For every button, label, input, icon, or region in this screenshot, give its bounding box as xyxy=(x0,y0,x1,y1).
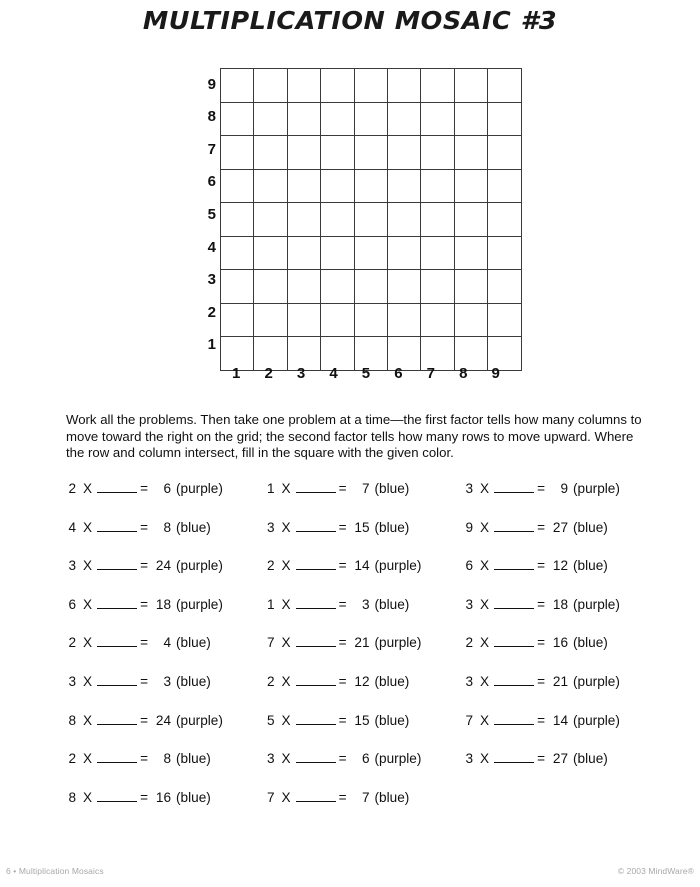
answer-blank[interactable] xyxy=(494,481,534,493)
grid-cell[interactable] xyxy=(321,303,354,337)
problem xyxy=(66,673,211,691)
problem xyxy=(66,789,211,807)
grid-cell[interactable] xyxy=(488,169,521,203)
problem xyxy=(463,557,608,575)
problem-product: 21 xyxy=(552,673,569,689)
answer-blank[interactable] xyxy=(494,635,534,647)
grid-column-label: 7 xyxy=(426,365,436,382)
grid-cell[interactable] xyxy=(254,136,287,170)
problem-color: (blue) xyxy=(374,673,410,689)
answer-blank[interactable] xyxy=(97,713,137,725)
problem-product: 21 xyxy=(354,635,370,651)
problem-color: (purple) xyxy=(176,596,223,612)
problem-color: (purple) xyxy=(176,481,223,496)
problem-row xyxy=(66,712,666,751)
grid-cell[interactable] xyxy=(421,303,454,337)
grid-cell[interactable] xyxy=(354,169,387,203)
times-symbol: X xyxy=(83,789,93,805)
problem-product: 8 xyxy=(163,751,172,767)
grid-cell[interactable] xyxy=(421,270,454,304)
problem-color: (purple) xyxy=(573,481,620,496)
instructions-text: Work all the problems. Then take one problem at a time—the first factor tells how many columns to move toward the right on the grid; the second factor tells how many rows to move upward. Where the row and column intersect, fill in the square with the given color. xyxy=(66,412,642,461)
grid-cell[interactable] xyxy=(488,136,521,170)
problem-factor: 3 xyxy=(465,481,473,496)
answer-blank[interactable] xyxy=(97,790,137,802)
grid-cell[interactable] xyxy=(254,236,287,270)
problem xyxy=(463,480,620,498)
answer-blank[interactable] xyxy=(494,713,534,725)
problem-product: 15 xyxy=(354,712,370,728)
times-symbol: X xyxy=(83,751,93,767)
problem xyxy=(66,634,211,652)
grid-column-label: 9 xyxy=(491,365,500,382)
grid-cell[interactable] xyxy=(454,69,487,103)
problem-product: 24 xyxy=(155,712,172,728)
grid-cell[interactable] xyxy=(488,303,521,337)
equals-symbol: = xyxy=(140,558,149,574)
problem-color: (purple) xyxy=(573,712,620,728)
answer-blank[interactable] xyxy=(494,751,534,763)
problem-color: (blue) xyxy=(176,789,211,805)
equals-symbol: = xyxy=(537,673,546,689)
problem-factor: 2 xyxy=(68,635,76,651)
problem-product: 18 xyxy=(552,596,569,612)
grid-row-label: 9 xyxy=(207,75,216,93)
grid-cell[interactable] xyxy=(387,303,420,337)
problem-row xyxy=(66,519,666,558)
equals-symbol: = xyxy=(338,596,347,612)
equals-symbol: = xyxy=(537,481,546,496)
problem-product: 6 xyxy=(361,751,370,767)
grid-row-label: 8 xyxy=(207,108,216,126)
grid-cell[interactable] xyxy=(221,303,254,337)
grid-cell[interactable] xyxy=(387,169,420,203)
problem-color: (blue) xyxy=(176,635,211,651)
grid-cell[interactable] xyxy=(321,69,354,103)
grid-cell[interactable] xyxy=(221,136,254,170)
problem-product: 12 xyxy=(552,558,569,574)
grid-cell[interactable] xyxy=(421,203,454,237)
problem-row xyxy=(66,673,666,712)
problem-row xyxy=(66,750,666,789)
grid-row xyxy=(221,169,522,203)
grid-cell[interactable] xyxy=(454,270,487,304)
problem xyxy=(265,750,422,768)
problem-color: (purple) xyxy=(573,596,620,612)
grid-row-label: 3 xyxy=(207,271,216,289)
problem-factor: 2 xyxy=(68,751,76,767)
grid-cell[interactable] xyxy=(221,102,254,136)
equals-symbol: = xyxy=(140,673,149,689)
answer-blank[interactable] xyxy=(296,520,336,532)
equals-symbol: = xyxy=(338,558,347,574)
equals-symbol: = xyxy=(537,558,546,574)
grid-column-label: 4 xyxy=(329,365,338,382)
problem-factor: 3 xyxy=(465,596,473,612)
grid-cell[interactable] xyxy=(287,236,320,270)
grid-row-label: 6 xyxy=(207,173,216,191)
problem-factor: 8 xyxy=(68,712,76,728)
times-symbol: X xyxy=(480,673,490,689)
grid-column-label: 2 xyxy=(264,365,273,382)
problem xyxy=(265,712,410,730)
grid-column-label: 5 xyxy=(361,365,371,382)
times-symbol: X xyxy=(480,481,490,496)
mosaic-grid[interactable] xyxy=(220,68,522,371)
grid-column-label: 6 xyxy=(394,365,403,382)
problem-color: (purple) xyxy=(176,558,223,574)
answer-blank[interactable] xyxy=(296,597,336,609)
problem xyxy=(265,557,422,575)
answer-blank[interactable] xyxy=(296,635,336,647)
mosaic-grid-area xyxy=(196,68,526,388)
problem-product: 12 xyxy=(354,673,370,689)
grid-cell[interactable] xyxy=(454,102,487,136)
equals-symbol: = xyxy=(338,673,347,689)
equals-symbol: = xyxy=(537,712,546,728)
times-symbol: X xyxy=(480,635,490,651)
problem-factor: 3 xyxy=(465,673,473,689)
answer-blank[interactable] xyxy=(97,558,137,570)
problem-factor: 5 xyxy=(266,712,275,728)
answer-blank[interactable] xyxy=(494,558,534,570)
grid-cell[interactable] xyxy=(387,102,420,136)
problem-product: 27 xyxy=(552,751,569,767)
problem-factor: 7 xyxy=(266,789,275,805)
problem-row xyxy=(66,789,666,828)
grid-cell[interactable] xyxy=(354,303,387,337)
equals-symbol: = xyxy=(338,712,347,728)
equals-symbol: = xyxy=(338,635,347,651)
problem-product: 27 xyxy=(552,519,569,535)
times-symbol: X xyxy=(480,558,490,574)
equals-symbol: = xyxy=(338,789,347,805)
grid-cell[interactable] xyxy=(454,203,487,237)
grid-cell[interactable] xyxy=(421,236,454,270)
problem-product: 7 xyxy=(361,481,370,496)
grid-cell[interactable] xyxy=(287,102,320,136)
problem xyxy=(463,750,608,768)
times-symbol: X xyxy=(83,558,93,574)
problem-color: (blue) xyxy=(374,481,410,496)
problem xyxy=(265,789,410,807)
problem-row xyxy=(66,480,666,519)
grid-cell[interactable] xyxy=(287,270,320,304)
grid-cell[interactable] xyxy=(287,203,320,237)
grid-row xyxy=(221,69,522,103)
problem-product: 3 xyxy=(361,596,370,612)
problem xyxy=(463,712,620,730)
problem-factor: 3 xyxy=(68,673,76,689)
equals-symbol: = xyxy=(537,635,546,651)
grid-cell[interactable] xyxy=(321,102,354,136)
grid-cell[interactable] xyxy=(221,203,254,237)
grid-cell[interactable] xyxy=(321,203,354,237)
grid-cell[interactable] xyxy=(354,69,387,103)
grid-row xyxy=(221,236,522,270)
problem-factor: 4 xyxy=(68,519,76,535)
problem-product: 14 xyxy=(354,558,370,574)
grid-cell[interactable] xyxy=(387,270,420,304)
page-title: MULTIPLICATION MOSAIC #3 xyxy=(142,6,558,35)
problem xyxy=(463,634,608,652)
answer-blank[interactable] xyxy=(494,674,534,686)
problem xyxy=(66,480,223,498)
problem xyxy=(66,519,211,537)
equals-symbol: = xyxy=(140,635,149,651)
problem-factor: 2 xyxy=(266,673,275,689)
grid-cell[interactable] xyxy=(221,236,254,270)
problem-factor: 2 xyxy=(465,635,473,651)
problem-factor: 3 xyxy=(465,751,473,767)
equals-symbol: = xyxy=(140,751,149,767)
grid-column-label: 8 xyxy=(459,365,468,382)
grid-cell[interactable] xyxy=(354,136,387,170)
times-symbol: X xyxy=(83,481,93,496)
grid-cell[interactable] xyxy=(321,136,354,170)
grid-column-label: 3 xyxy=(296,365,306,382)
equals-symbol: = xyxy=(537,519,546,535)
times-symbol: X xyxy=(480,596,490,612)
times-symbol: X xyxy=(281,596,291,612)
problem xyxy=(463,673,620,691)
grid-cell[interactable] xyxy=(254,303,287,337)
problem-color: (purple) xyxy=(374,558,422,574)
problem xyxy=(265,519,410,537)
grid-cell[interactable] xyxy=(488,203,521,237)
times-symbol: X xyxy=(281,712,291,728)
grid-row xyxy=(221,102,522,136)
equals-symbol: = xyxy=(140,481,149,496)
grid-cell[interactable] xyxy=(421,102,454,136)
grid-cell[interactable] xyxy=(287,69,320,103)
problem-factor: 1 xyxy=(266,596,275,612)
times-symbol: X xyxy=(281,519,291,535)
answer-blank[interactable] xyxy=(296,790,336,802)
grid-cell[interactable] xyxy=(254,270,287,304)
problem-product: 8 xyxy=(163,519,172,535)
grid-column-label: 1 xyxy=(232,365,241,382)
grid-cell[interactable] xyxy=(254,169,287,203)
grid-row-label: 1 xyxy=(207,336,216,354)
answer-blank[interactable] xyxy=(97,520,137,532)
problem-color: (purple) xyxy=(374,635,422,651)
equals-symbol: = xyxy=(537,596,546,612)
grid-cell[interactable] xyxy=(354,236,387,270)
times-symbol: X xyxy=(480,519,490,535)
problem-color: (blue) xyxy=(374,596,410,612)
problem-color: (blue) xyxy=(573,558,608,574)
times-symbol: X xyxy=(83,519,93,535)
times-symbol: X xyxy=(281,558,291,574)
grid-cell[interactable] xyxy=(321,169,354,203)
problem-row xyxy=(66,596,666,635)
equals-symbol: = xyxy=(140,519,149,535)
problem-color: (blue) xyxy=(176,751,211,767)
footer-right-text: © 2003 MindWare® xyxy=(617,866,694,876)
times-symbol: X xyxy=(83,635,93,651)
problem-color: (purple) xyxy=(573,673,620,689)
problem-product: 4 xyxy=(163,635,172,651)
problem-product: 16 xyxy=(155,789,172,805)
answer-blank[interactable] xyxy=(97,751,137,763)
problem-color: (blue) xyxy=(176,519,211,535)
times-symbol: X xyxy=(281,635,291,651)
grid-row-label: 5 xyxy=(207,206,216,224)
answer-blank[interactable] xyxy=(296,481,336,493)
problem-color: (blue) xyxy=(374,712,410,728)
problem xyxy=(66,712,223,730)
equals-symbol: = xyxy=(338,751,347,767)
problem-product: 14 xyxy=(552,712,569,728)
problem-row xyxy=(66,634,666,673)
problem-factor: 3 xyxy=(266,519,275,535)
answer-blank[interactable] xyxy=(296,674,336,686)
grid-cell[interactable] xyxy=(254,69,287,103)
answer-blank[interactable] xyxy=(97,674,137,686)
equals-symbol: = xyxy=(537,751,546,767)
times-symbol: X xyxy=(281,481,291,496)
problem-product: 3 xyxy=(163,673,172,689)
problem-factor: 2 xyxy=(266,558,275,574)
times-symbol: X xyxy=(83,596,93,612)
grid-row-label: 4 xyxy=(207,238,216,256)
problem xyxy=(265,673,410,691)
grid-cell[interactable] xyxy=(254,102,287,136)
answer-blank[interactable] xyxy=(97,481,137,493)
problem xyxy=(463,596,620,614)
problem xyxy=(265,634,422,652)
grid-cell[interactable] xyxy=(387,136,420,170)
grid-row xyxy=(221,136,522,170)
problem xyxy=(66,596,223,614)
times-symbol: X xyxy=(281,673,291,689)
grid-cell[interactable] xyxy=(421,136,454,170)
problem-factor: 6 xyxy=(465,558,473,574)
grid-cell[interactable] xyxy=(421,69,454,103)
problem-product: 15 xyxy=(354,519,370,535)
problem-color: (purple) xyxy=(176,712,223,728)
grid-cell[interactable] xyxy=(454,303,487,337)
problem-factor: 7 xyxy=(266,635,275,651)
problem-factor: 7 xyxy=(465,712,473,728)
problem-list xyxy=(66,480,666,827)
equals-symbol: = xyxy=(140,712,149,728)
grid-row xyxy=(221,303,522,337)
problem xyxy=(66,750,211,768)
grid-cell[interactable] xyxy=(254,203,287,237)
grid-cell[interactable] xyxy=(454,169,487,203)
grid-cell[interactable] xyxy=(488,270,521,304)
problem xyxy=(265,596,410,614)
grid-cell[interactable] xyxy=(421,169,454,203)
grid-row-label: 7 xyxy=(207,140,216,158)
answer-blank[interactable] xyxy=(296,713,336,725)
problem-product: 7 xyxy=(361,789,370,805)
grid-cell[interactable] xyxy=(488,69,521,103)
grid-row xyxy=(221,270,522,304)
answer-blank[interactable] xyxy=(97,597,137,609)
problem-factor: 3 xyxy=(68,558,76,574)
problem-color: (blue) xyxy=(374,789,410,805)
times-symbol: X xyxy=(83,673,93,689)
answer-blank[interactable] xyxy=(296,751,336,763)
grid-column-labels xyxy=(220,365,512,382)
equals-symbol: = xyxy=(338,519,347,535)
problem-product: 6 xyxy=(163,481,172,496)
problem-color: (blue) xyxy=(374,519,410,535)
equals-symbol: = xyxy=(338,481,347,496)
grid-cell[interactable] xyxy=(387,203,420,237)
problem-product: 16 xyxy=(552,635,569,651)
problem-color: (blue) xyxy=(573,751,608,767)
grid-cell[interactable] xyxy=(321,236,354,270)
problem-factor: 2 xyxy=(68,481,76,496)
grid-cell[interactable] xyxy=(387,69,420,103)
answer-blank[interactable] xyxy=(494,520,534,532)
problem-factor: 6 xyxy=(68,596,76,612)
footer-left-text: 6 • Multiplication Mosaics xyxy=(6,866,104,876)
times-symbol: X xyxy=(480,712,490,728)
problem-product: 18 xyxy=(155,596,172,612)
times-symbol: X xyxy=(281,751,291,767)
times-symbol: X xyxy=(281,789,291,805)
problem-color: (blue) xyxy=(176,673,211,689)
answer-blank[interactable] xyxy=(97,635,137,647)
grid-cell[interactable] xyxy=(221,270,254,304)
grid-cell[interactable] xyxy=(488,102,521,136)
problem-factor: 3 xyxy=(266,751,275,767)
problem xyxy=(265,480,410,498)
equals-symbol: = xyxy=(140,789,149,805)
grid-cell[interactable] xyxy=(321,270,354,304)
problem-color: (blue) xyxy=(573,519,608,535)
grid-cell[interactable] xyxy=(221,69,254,103)
grid-cell[interactable] xyxy=(287,136,320,170)
grid-row-labels xyxy=(196,68,218,361)
problem xyxy=(463,519,608,537)
grid-cell[interactable] xyxy=(454,236,487,270)
equals-symbol: = xyxy=(140,596,149,612)
problem-product: 24 xyxy=(155,558,172,574)
answer-blank[interactable] xyxy=(296,558,336,570)
problem-color: (blue) xyxy=(573,635,608,651)
grid-cell[interactable] xyxy=(354,102,387,136)
problem xyxy=(66,557,223,575)
grid-cell[interactable] xyxy=(354,203,387,237)
grid-row-label: 2 xyxy=(207,303,216,321)
grid-cell[interactable] xyxy=(287,169,320,203)
times-symbol: X xyxy=(480,751,490,767)
problem-row xyxy=(66,557,666,596)
problem-product: 9 xyxy=(560,481,569,496)
grid-cell[interactable] xyxy=(387,236,420,270)
grid-cell[interactable] xyxy=(454,136,487,170)
problem-color: (purple) xyxy=(374,751,422,767)
grid-cell[interactable] xyxy=(354,270,387,304)
problem-factor: 9 xyxy=(465,519,473,535)
grid-cell[interactable] xyxy=(488,236,521,270)
problem-factor: 8 xyxy=(68,789,76,805)
grid-cell[interactable] xyxy=(287,303,320,337)
grid-row xyxy=(221,203,522,237)
grid-cell[interactable] xyxy=(221,169,254,203)
answer-blank[interactable] xyxy=(494,597,534,609)
problem-factor: 1 xyxy=(266,481,275,496)
times-symbol: X xyxy=(83,712,93,728)
